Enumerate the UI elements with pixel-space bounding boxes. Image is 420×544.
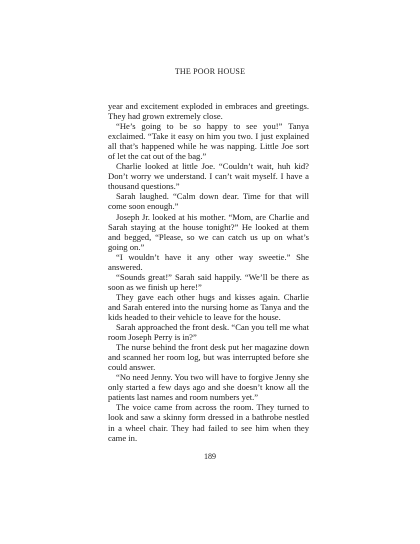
paragraph: “He’s going to be so happy to see you!” Tanya exclaimed. “Take it easy on him you two. I just explained all that’s happened while he was napping. Little Joe sort of let the cat out of the bag.”	[108, 121, 309, 162]
running-head: THE POOR HOUSE	[174, 67, 246, 76]
paragraph: The voice came from across the room. They turned to look and saw a skinny form dressed in a bathrobe nestled in a wheel chair. They had failed to see him when they came in.	[108, 402, 309, 443]
paragraph: “I wouldn’t have it any other way sweetie.” She answered.	[108, 251, 309, 272]
page-number: 189	[204, 452, 216, 461]
paragraph: “No need Jenny. You two will have to forgive Jenny she only started a few days ago and she doesn’t know all the patients last names and room numbers yet.”	[108, 372, 309, 403]
paragraph: Joseph Jr. looked at his mother. “Mom, are Charlie and Sarah staying at the house tonight?” He looked at them and begged, “Please, so we can catch us up on what’s going on.”	[108, 211, 309, 252]
paragraph: Sarah approached the front desk. “Can you tell me what room Joseph Perry is in?”	[108, 322, 309, 343]
body-text	[108, 101, 309, 443]
paragraph: They gave each other hugs and kisses again. Charlie and Sarah entered into the nursing home as Tanya and the kids headed to their vehicle to leave for the house.	[108, 291, 309, 322]
paragraph: Charlie looked at little Joe. “Couldn’t wait, huh kid? Don’t worry we understand. I can’t wait myself. I have a thousand questions.”	[108, 161, 309, 192]
paragraph: The nurse behind the front desk put her magazine down and scanned her room log, but was interrupted before she could answer.	[108, 342, 309, 373]
paragraph: year and excitement exploded in embraces and greetings. They had grown extremely close.	[108, 101, 309, 122]
paragraph: “Sounds great!” Sarah said happily. “We’ll be there as soon as we finish up here!”	[108, 271, 309, 292]
paragraph: Sarah laughed. “Calm down dear. Time for that will come soon enough.”	[108, 191, 309, 212]
